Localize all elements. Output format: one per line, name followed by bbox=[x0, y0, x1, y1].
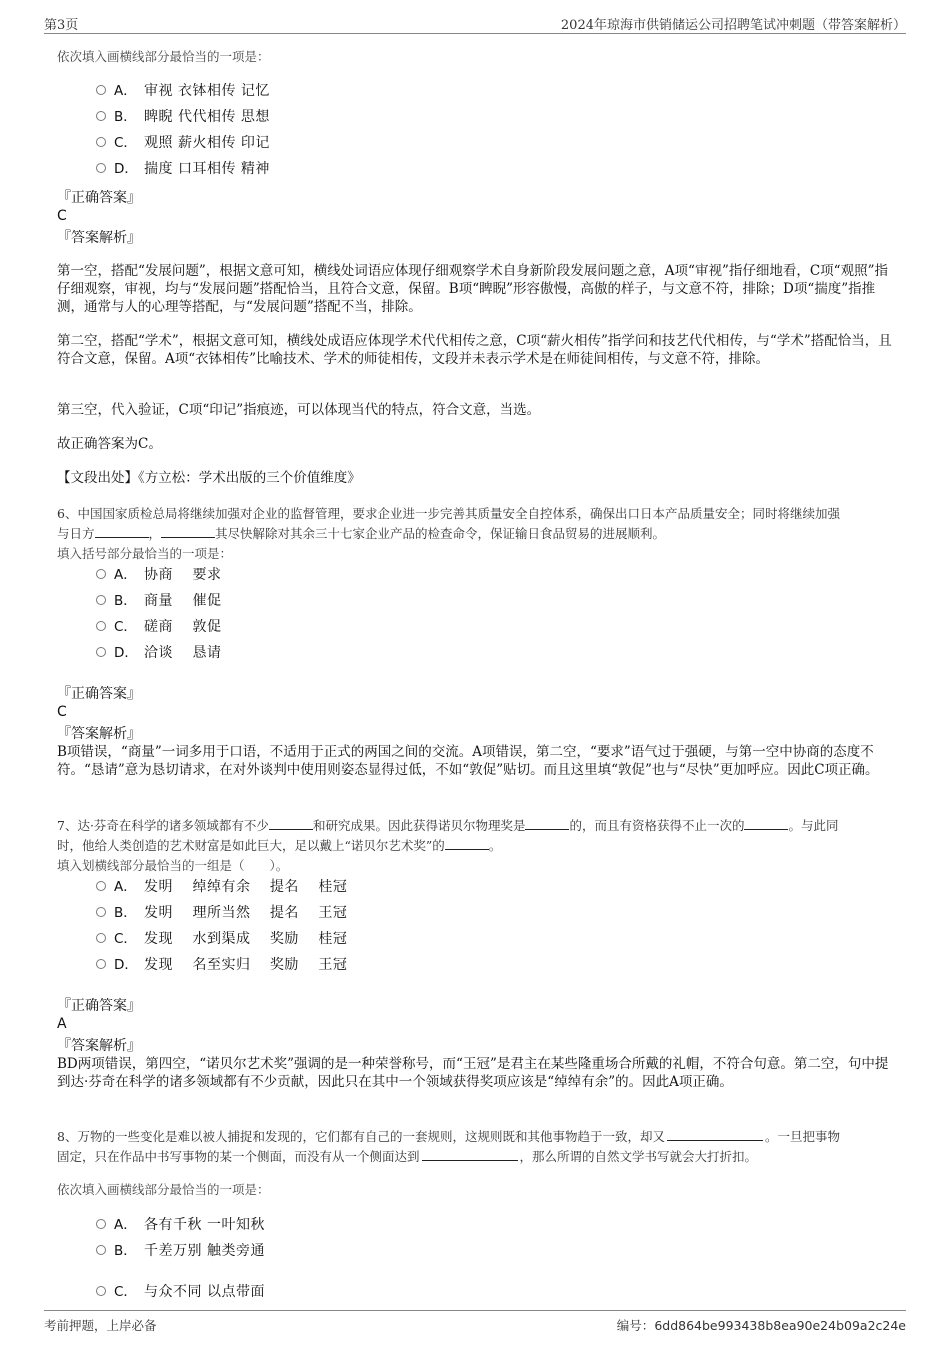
radio-icon[interactable] bbox=[96, 647, 106, 657]
q6-answer-label: 『正确答案』 bbox=[57, 686, 141, 702]
q8-option-c[interactable]: C． 与众不同 以点带面 bbox=[96, 1282, 265, 1302]
blank-2 bbox=[422, 1147, 518, 1161]
radio-icon[interactable] bbox=[96, 1245, 106, 1255]
q5-source: 【文段出处】《方立松：学术出版的三个价值维度》 bbox=[57, 470, 361, 486]
q7-option-c[interactable]: C． 发现 水到渠成 奖励 桂冠 bbox=[96, 929, 347, 949]
blank-1 bbox=[269, 816, 313, 830]
q8-option-b[interactable]: B． 千差万别 触类旁通 bbox=[96, 1241, 265, 1261]
q5-answer: C bbox=[57, 208, 67, 224]
q7-answer: A bbox=[57, 1016, 67, 1032]
radio-icon[interactable] bbox=[96, 907, 106, 917]
q5-instruction: 依次填入画横线部分最恰当的一项是： bbox=[57, 49, 270, 64]
blank-2 bbox=[525, 816, 569, 830]
q6-analysis-label: 『答案解析』 bbox=[57, 726, 141, 742]
radio-icon[interactable] bbox=[96, 881, 106, 891]
radio-icon[interactable] bbox=[96, 85, 106, 95]
q8-instruction: 依次填入画横线部分最恰当的一项是： bbox=[57, 1182, 270, 1197]
radio-icon[interactable] bbox=[96, 137, 106, 147]
radio-icon[interactable] bbox=[96, 569, 106, 579]
q6-answer: C bbox=[57, 704, 67, 720]
q6-option-c[interactable]: C． 磋商 敦促 bbox=[96, 617, 221, 637]
footer-slogan: 考前押题，上岸必备 bbox=[44, 1318, 157, 1333]
page-header bbox=[44, 12, 906, 34]
q6-option-d[interactable]: D． 洽谈 恳请 bbox=[96, 643, 221, 663]
page-number: 第3页 bbox=[44, 18, 79, 33]
page-footer bbox=[44, 1310, 906, 1334]
radio-icon[interactable] bbox=[96, 1219, 106, 1229]
radio-icon[interactable] bbox=[96, 933, 106, 943]
radio-icon[interactable] bbox=[96, 959, 106, 969]
q7-option-b[interactable]: B． 发明 理所当然 提名 王冠 bbox=[96, 903, 347, 923]
q5-analysis-para-2: 第二空，搭配“学术”，根据文意可知，横线处成语应体现学术代代相传之意，C项“薪火相传”指学问和技艺代代相传，与“学术”搭配恰当，且符合文意，保留。A项“衣钵相传”比喻技术、学术的师徒相传，文段并未表示学术是在师徒间相传，与文意不符，排除。 bbox=[57, 333, 892, 367]
q5-option-c[interactable]: C． 观照 薪火相传 印记 bbox=[96, 133, 270, 153]
blank-1 bbox=[95, 524, 149, 538]
q7-analysis-label: 『答案解析』 bbox=[57, 1038, 141, 1054]
q7-stem: 7、达·芬奇在科学的诸多领域都有不少 和研究成果。因此获得诺贝尔物理奖是 的，而且有资格获得不止一次的 。与此同 时，他给人类创造的艺术财富是如此巨大，足以戴上“诺贝尔艺术奖”的 。 bbox=[57, 818, 839, 853]
q6-option-b[interactable]: B． 商量 催促 bbox=[96, 591, 221, 611]
q8-option-a[interactable]: A． 各有千秋 一叶知秋 bbox=[96, 1215, 265, 1235]
q7-answer-label: 『正确答案』 bbox=[57, 998, 141, 1014]
radio-icon[interactable] bbox=[96, 1286, 106, 1296]
q7-instruction: 填入划横线部分最恰当的一组是（ ）。 bbox=[57, 858, 289, 873]
q6-instruction: 填入括号部分最恰当的一项是： bbox=[57, 546, 233, 561]
radio-icon[interactable] bbox=[96, 163, 106, 173]
q8-stem: 8、万物的一些变化是难以被人捕捉和发现的，它们都有自己的一套规则，这规则既和其他事物趋于一致，却又 。一旦把事物 固定，只在作品中书写事物的某一个侧面，而没有从一个侧面达到 ，那么所谓的自然文学书写就会大打折扣。 bbox=[57, 1129, 840, 1164]
blank-4 bbox=[445, 836, 489, 850]
q7-option-d[interactable]: D． 发现 名至实归 奖励 王冠 bbox=[96, 955, 347, 975]
q5-answer-label: 『正确答案』 bbox=[57, 190, 141, 206]
radio-icon[interactable] bbox=[96, 621, 106, 631]
q6-stem: 6、中国国家质检总局将继续加强对企业的监督管理，要求企业进一步完善其质量安全自控体系，确保出口日本产品质量安全；同时将继续加强 与日方 ， 其尽快解除对其余三十七家企业产品的检查命令，保证输日食品贸易的进展顺利。 bbox=[57, 506, 840, 541]
document-id: 编号：6dd864be993438b8ea90e24b09a2c24e bbox=[616, 1318, 906, 1333]
q6-option-a[interactable]: A． 协商 要求 bbox=[96, 565, 221, 585]
q5-analysis-para-3: 第三空，代入验证，C项“印记”指痕迹，可以体现当代的特点，符合文意，当选。 bbox=[57, 402, 541, 418]
document-title: 2024年琼海市供销储运公司招聘笔试冲刺题（带答案解析） bbox=[560, 18, 906, 33]
q7-option-a[interactable]: A． 发明 绰绰有余 提名 桂冠 bbox=[96, 877, 347, 897]
q5-analysis-label: 『答案解析』 bbox=[57, 230, 141, 246]
radio-icon[interactable] bbox=[96, 595, 106, 605]
q5-option-d[interactable]: D． 揣度 口耳相传 精神 bbox=[96, 159, 270, 179]
blank-1 bbox=[667, 1127, 763, 1141]
q5-analysis-para-4: 故正确答案为C。 bbox=[57, 436, 162, 452]
q6-analysis: B项错误，“商量”一词多用于口语，不适用于正式的两国之间的交流。A项错误，第二空，“要求”语气过于强硬，与第一空中协商的态度不符。“恳请”意为恳切请求，在对外谈判中使用则姿态显得过低，不如“敦促”贴切。而且这里填“敦促”也与“尽快”更加呼应。因此C项正确。 bbox=[57, 744, 879, 778]
blank-3 bbox=[744, 816, 788, 830]
q7-analysis: BD两项错误，第四空，“诺贝尔艺术奖”强调的是一种荣誉称号，而“王冠”是君主在某些隆重场合所戴的礼帽，不符合句意。第二空，句中提到达·芬奇在科学的诸多领域都有不少贡献，因此只在其中一个领域获得奖项应该是“绰绰有余”的。因此A项正确。 bbox=[57, 1056, 889, 1090]
q5-analysis-para-1: 第一空，搭配“发展问题”，根据文意可知，横线处词语应体现仔细观察学术自身新阶段发展问题之意，A项“审视”指仔细地看，C项“观照”指仔细观察，审视，均与“发展问题”搭配恰当，且符合文意，保留。B项“睥睨”形容傲慢，高傲的样子，与文意不符，排除；D项“揣度”指推测，通常与人的心理等搭配，与“发展问题”搭配不当，排除。 bbox=[57, 263, 888, 315]
radio-icon[interactable] bbox=[96, 111, 106, 121]
blank-2 bbox=[161, 524, 215, 538]
q5-option-b[interactable]: B． 睥睨 代代相传 思想 bbox=[96, 107, 270, 127]
q5-option-a[interactable]: A． 审视 衣钵相传 记忆 bbox=[96, 81, 270, 101]
